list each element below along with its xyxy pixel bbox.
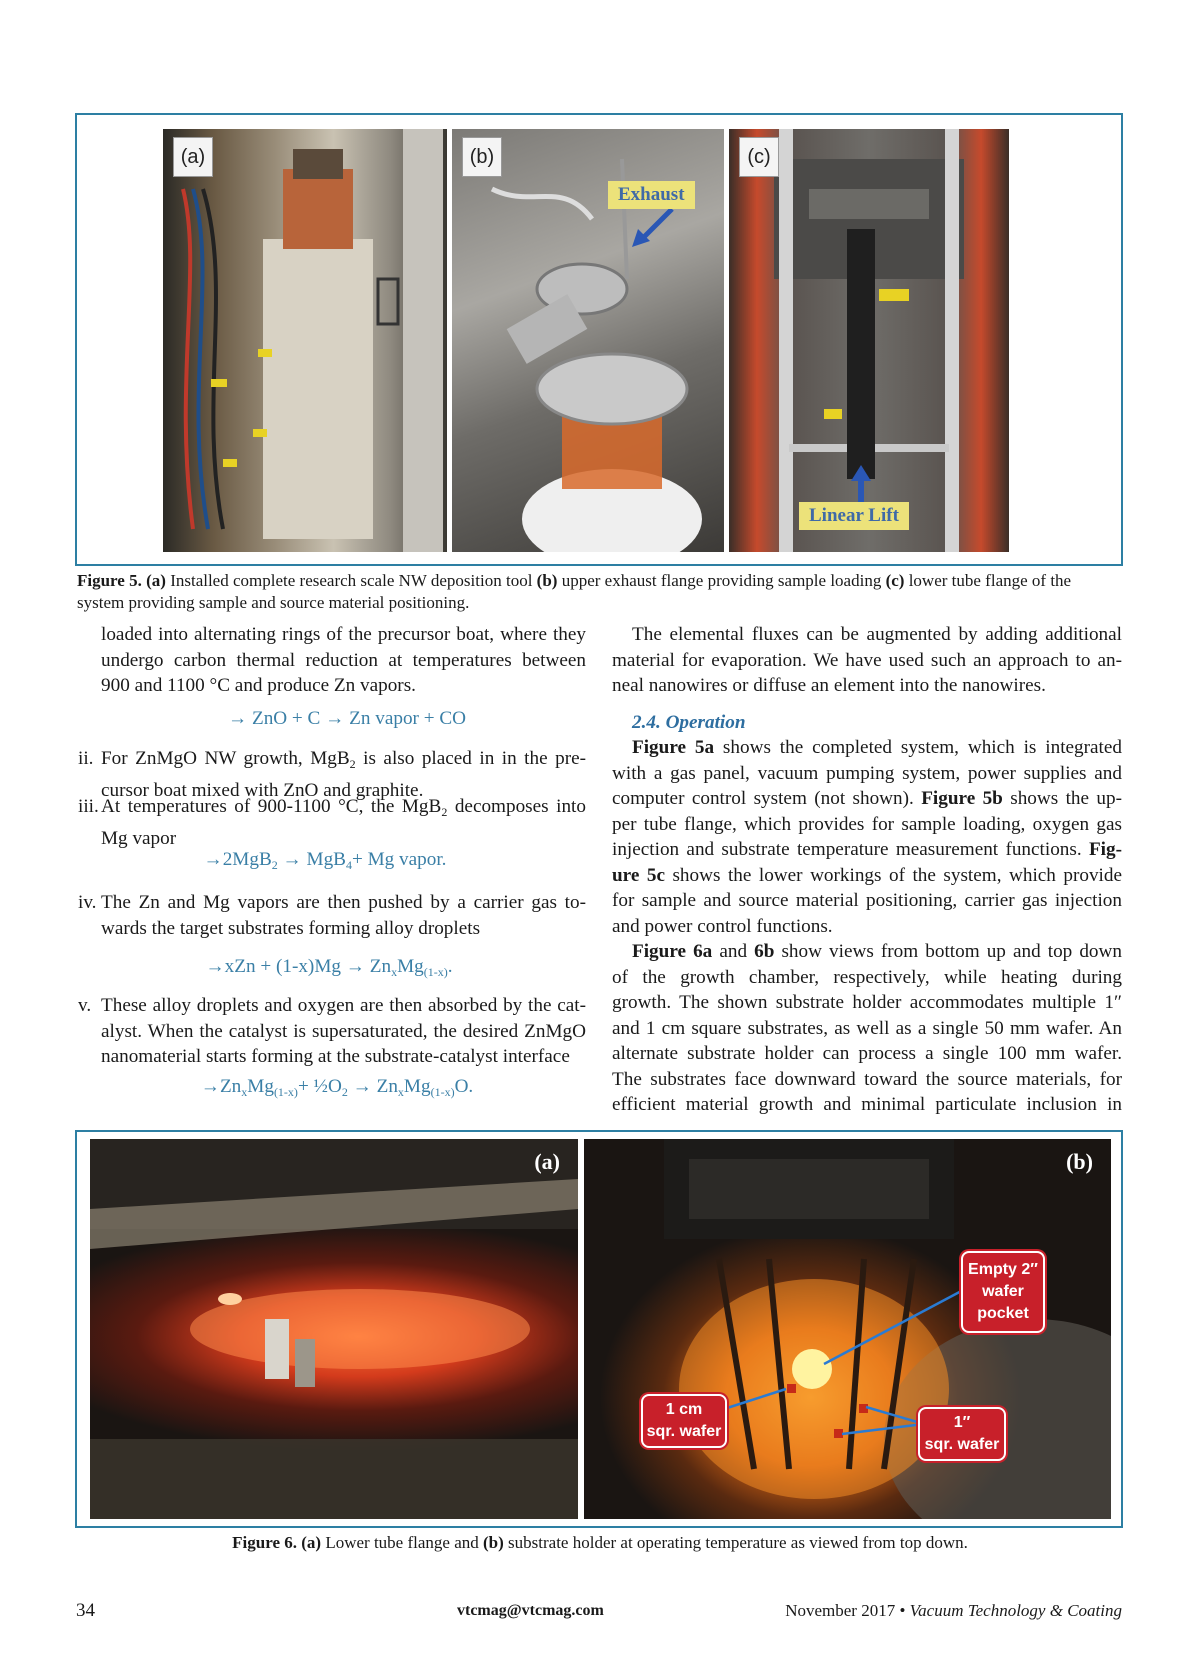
caption-b-tag: (b) [536, 571, 558, 590]
text-line: 900 and 1100 °C and produce Zn vapors. [101, 675, 416, 696]
subscript: x [241, 1085, 248, 1099]
figure-ref: ure 5c [612, 864, 665, 886]
text-line: and 1 cm square substrates, as well as a single 50 mm wafer. An [612, 1017, 1122, 1039]
subscript: 2 [441, 805, 448, 819]
text-line: The Zn and Mg vapors are then pushed by a carrier gas to- [101, 892, 586, 913]
text-line: alternate substrate holder can process a single 100 mm wafer. [612, 1043, 1122, 1064]
text-line: These alloy droplets and oxygen are then absorbed by the cat- [101, 995, 586, 1016]
text-line: loaded into alternating rings of the precursor boat, where they [101, 624, 586, 645]
figure-5b-label: (b) [462, 137, 502, 177]
text-line: per tube flange, which provides for sample loading, oxygen gas [612, 813, 1122, 835]
eq-fragment: →Zn [200, 1076, 242, 1097]
caption-b-tag: (b) [483, 1533, 504, 1552]
eq-fragment: + ½O [297, 1076, 342, 1097]
text-line [612, 837, 1122, 863]
figure-ref: Figure 5a [632, 737, 715, 758]
figure-ref: 6b [754, 941, 775, 962]
footer-bullet: • [899, 1601, 906, 1620]
eq-fragment: →2MgB [203, 849, 272, 870]
figure-6 [75, 1130, 1123, 1528]
section-heading: 2.4. Operation [632, 711, 746, 733]
paragraph-fluxes [612, 622, 1122, 699]
text-line: nanomaterial starts forming at the substrate-catalyst interface [101, 1046, 570, 1067]
list-marker: iv. [78, 892, 97, 913]
caption-b-text: upper exhaust flange providing sample loading [557, 571, 886, 590]
subscript: 4 [345, 858, 352, 872]
paragraph-figure6 [612, 939, 1122, 1118]
eq-fragment: →xZn + (1-x)Mg → Zn [205, 956, 392, 977]
text-line: neal nanowires or diffuse an element into the nanowires. [612, 675, 1046, 696]
list-item-v [78, 993, 586, 1070]
text-fragment: is also placed in in the pre- [355, 748, 586, 769]
eq-fragment: Mg [247, 1076, 274, 1097]
text-line [101, 794, 586, 826]
figure-5-caption [77, 570, 1123, 614]
equation-2 [78, 847, 586, 879]
list-marker: iii. [78, 796, 99, 817]
text-line [101, 746, 586, 778]
figure-6a-label: (a) [534, 1149, 560, 1174]
text-line: for sample and source material positioning, carrier gas injection [612, 890, 1122, 911]
subscript: x [397, 1085, 404, 1099]
callout-line: sqr. wafer [924, 1436, 1000, 1453]
subscript: (1-x) [430, 1085, 455, 1099]
text-line: wards the target substrates forming alloy droplets [101, 917, 481, 939]
callout-empty-wafer-pocket [961, 1251, 1045, 1333]
callout-line: 1″ [953, 1414, 971, 1431]
text-fragment: For ZnMgO NW growth, MgB [101, 748, 350, 769]
left-column [78, 622, 586, 1099]
equation-1: → ZnO + C → Zn vapor + CO [227, 708, 467, 729]
caption-c-text: lower tube flange of the [904, 571, 1072, 590]
intro-paragraph [101, 622, 586, 699]
figure-5 [75, 113, 1123, 566]
figure-5a-label: (a) [173, 137, 213, 177]
caption-a-text: Installed complete research scale NW deposition tool [165, 571, 537, 590]
figure-6b-photo [584, 1139, 1111, 1519]
text-fragment: decomposes into [447, 796, 586, 817]
figure-5c-label: (c) [739, 137, 779, 177]
eq-fragment: . [447, 956, 453, 977]
text-fragment: injection and substrate temperature measurement functions. [612, 839, 1089, 860]
text-line: efficient material growth and minimal particulate inclusion in [612, 1094, 1122, 1115]
tool-illustration [163, 129, 447, 552]
figure-6b-label: (b) [1066, 1149, 1093, 1174]
text-line: material for evaporation. We have used such an approach to an- [612, 649, 1122, 671]
eq-fragment: → MgB [277, 849, 346, 870]
callout-line: pocket [977, 1305, 1029, 1322]
eq-fragment: O. [454, 1076, 474, 1097]
subscript: 2 [341, 1085, 348, 1099]
eq-fragment: Mg [397, 956, 424, 977]
text-line: The elemental fluxes can be augmented by adding additional [632, 624, 1122, 645]
figure-5-caption-line2: system providing sample and source material positioning. [77, 593, 470, 612]
caption-title: Figure 5. [77, 571, 142, 590]
linear-lift-annotation: Linear Lift [799, 502, 909, 530]
list-marker: v. [78, 995, 92, 1016]
subscript: x [391, 965, 398, 979]
text-line: and power control functions. [612, 915, 833, 937]
caption-b-text: substrate holder at operating temperature as viewed from top down. [503, 1533, 968, 1552]
eq-fragment: Mg [403, 1076, 431, 1097]
text-line: with a gas panel, vacuum pumping system, power supplies and [612, 762, 1122, 784]
subscript: 2 [349, 757, 356, 771]
figure-ref: Fig- [1088, 839, 1122, 860]
callout-line: wafer [982, 1283, 1024, 1300]
text-line: undergo carbon thermal reduction at temperatures between [101, 649, 586, 671]
equation-4 [78, 1074, 586, 1106]
text-fragment: At temperatures of 900-1100 °C, the MgB [101, 796, 442, 817]
page-number: 34 [76, 1600, 95, 1621]
caption-a-tag: (a) [301, 1533, 322, 1552]
text-fragment: computer control system (not shown). [612, 788, 922, 809]
figure-5-caption-line1 [77, 570, 1123, 592]
lift-illustration [729, 129, 1009, 552]
text-line [612, 939, 1122, 965]
figure-5c-photo [729, 129, 1009, 552]
text-line: growth. The shown substrate holder accommodates multiple 1″ [612, 992, 1122, 1013]
figure-5a-photo [163, 129, 447, 552]
footer-journal: Vacuum Technology & Coating [909, 1601, 1122, 1620]
eq-fragment: + Mg vapor. [351, 849, 447, 870]
text-fragment: shows the up- [1002, 788, 1122, 809]
figure-6a-photo [90, 1139, 578, 1519]
callout-line: sqr. wafer [646, 1423, 722, 1440]
footer-date: November 2017 [785, 1601, 896, 1620]
paragraph-operation [612, 735, 1122, 939]
figure-ref: Figure 5b [921, 788, 1003, 809]
list-marker: ii. [78, 748, 94, 769]
caption-c-tag: (c) [885, 571, 905, 590]
caption-a-text: Lower tube flange and [321, 1533, 484, 1552]
text-line [612, 863, 1122, 889]
text-fragment: shows the lower workings of the system, which provide [664, 864, 1122, 886]
text-line: of the growth chamber, respectively, while heating during [612, 966, 1122, 988]
text-line [612, 786, 1122, 812]
list-item-iv [78, 890, 586, 941]
text-line: alyst. When the catalyst is supersaturated, the desired ZnMgO [101, 1020, 586, 1042]
text-fragment: shows the completed system, which is integrated [714, 737, 1122, 758]
footer-email[interactable]: vtcmag@vtcmag.com [457, 1602, 604, 1619]
figure-6-caption [0, 1532, 1200, 1554]
list-item-iii [78, 794, 586, 851]
callout-1in-wafer [918, 1407, 1006, 1461]
text-line: Mg vapor [101, 827, 177, 849]
footer-issue [785, 1601, 1122, 1621]
subscript: (1-x) [423, 965, 448, 979]
subscript: (1-x) [273, 1085, 298, 1099]
callout-1cm-wafer [641, 1394, 727, 1448]
caption-title: Figure 6. [232, 1533, 298, 1552]
figure-ref: Figure 6a [632, 941, 713, 962]
callout-line: Empty 2″ [968, 1261, 1038, 1278]
text-line: The substrates face downward toward the source materials, for [612, 1068, 1122, 1090]
equation-3 [78, 954, 586, 986]
right-column [612, 622, 1122, 1118]
eq-fragment: → Zn [347, 1076, 398, 1097]
figure-5b-photo [452, 129, 724, 552]
text-line [612, 735, 1122, 761]
callout-line: 1 cm [665, 1401, 703, 1418]
subscript: 2 [271, 858, 278, 872]
exhaust-annotation: Exhaust [608, 181, 695, 209]
flange-glow-illustration [90, 1139, 578, 1519]
caption-a-tag: (a) [146, 571, 166, 590]
text-line: cursor boat mixed with ZnO and graphite. [101, 779, 424, 801]
text-fragment: show views from bottom up and top down [774, 941, 1122, 962]
text-fragment: and [712, 941, 755, 962]
